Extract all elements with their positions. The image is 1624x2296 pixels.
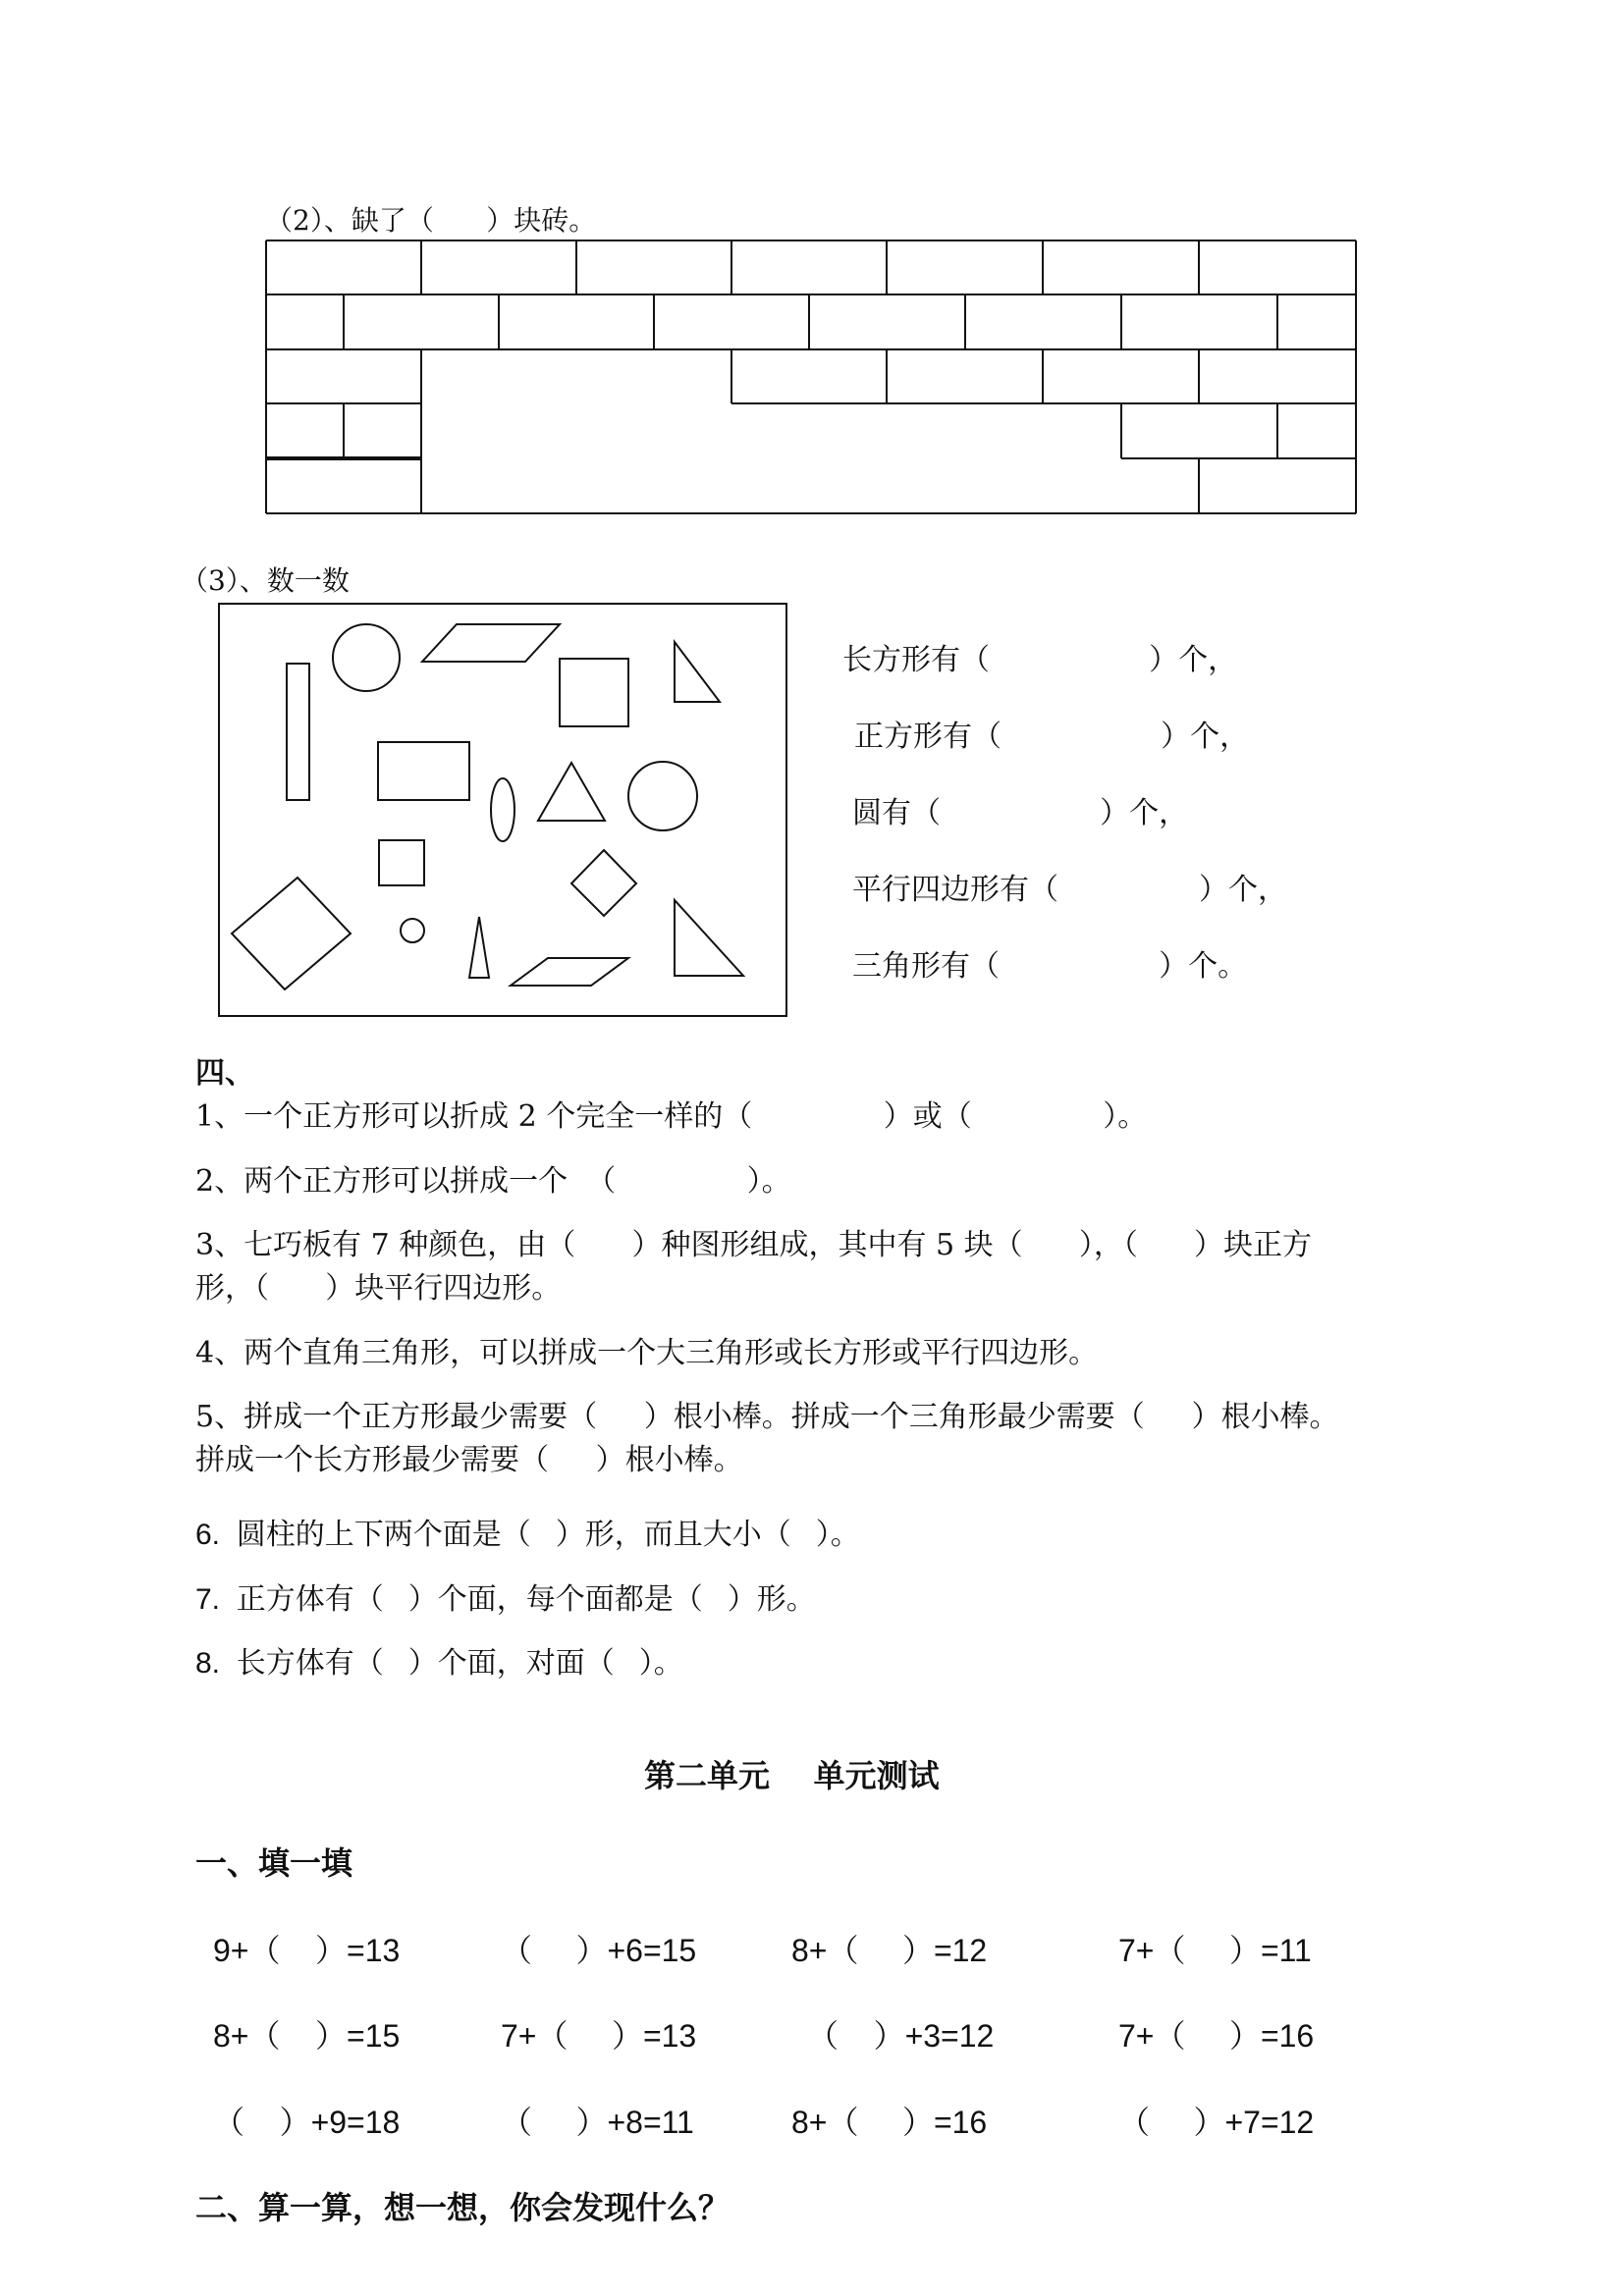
- circle-shape-3: [401, 919, 424, 942]
- unit-2-section-1-heading: 一、填一填: [195, 1844, 353, 1882]
- section-4-item-8: 8. 长方体有（ ）个面，对面（ ）。: [195, 1647, 683, 1680]
- question-3-label: （3）、数一数: [181, 564, 350, 597]
- section-4-item-7: 7. 正方体有（ ）个面，每个面都是（ ）形。: [195, 1583, 816, 1616]
- answer-rectangles: 长方形有（ ）个，: [842, 643, 1238, 677]
- section-4-item-5-cont: 拼成一个长方形最少需要（ ）根小棒。: [195, 1443, 743, 1477]
- fill-in-item: （ ）+6=15: [501, 1933, 697, 1968]
- right-triangle-shape-1: [675, 642, 720, 702]
- rectangle-shape: [378, 742, 469, 800]
- section-4-item-3-cont: 形，（ ）块平行四边形。: [195, 1271, 562, 1306]
- fill-in-item: 8+（ ）=16: [791, 2105, 988, 2140]
- section-4-item-2: 2、两个正方形可以拼成一个 （ ）。: [195, 1164, 791, 1199]
- question-2-label: （2）、缺了（ ）块砖。: [265, 204, 597, 237]
- tall-rectangle-shape: [287, 664, 309, 800]
- fill-in-item: （ ）+7=12: [1118, 2105, 1315, 2140]
- tilted-rectangle-shape: [232, 878, 351, 989]
- answer-parallelograms: 平行四边形有（ ）个，: [852, 873, 1288, 907]
- triangle-shape: [538, 763, 605, 821]
- section-4-item-3: 3、七巧板有 7 种颜色，由（ ）种图形组成，其中有 5 块（ ），（ ）块正方: [195, 1228, 1313, 1262]
- unit-2-title: 第二单元 单元测试: [644, 1757, 940, 1794]
- section-4-item-1: 1、一个正方形可以折成 2 个完全一样的（ ）或（ ）。: [195, 1099, 1148, 1134]
- diamond-square-shape: [571, 850, 636, 916]
- shapes-frame: [219, 604, 786, 1016]
- section-4-item-5: 5、拼成一个正方形最少需要（ ）根小棒。拼成一个三角形最少需要（ ）根小棒。: [195, 1400, 1339, 1434]
- parallelogram-shape-2: [511, 958, 628, 986]
- answer-triangles: 三角形有（ ）个。: [852, 949, 1248, 984]
- fill-in-item: （ ）+8=11: [501, 2105, 694, 2140]
- parallelogram-shape-1: [422, 624, 560, 662]
- fill-in-item: 7+（ ）=13: [501, 2018, 697, 2054]
- fill-in-item: 9+（ ）=13: [213, 1933, 401, 1968]
- ellipse-shape: [491, 778, 514, 841]
- unit-2-section-2-heading: 二、算一算，想一想，你会发现什么？: [195, 2189, 731, 2226]
- circle-shape-1: [333, 624, 400, 691]
- fill-in-item: 7+（ ）=11: [1118, 1933, 1312, 1968]
- circle-shape-2: [628, 762, 697, 830]
- section-4-heading: 四、: [195, 1056, 254, 1091]
- right-triangle-shape-2: [675, 900, 743, 976]
- fill-in-item: 8+（ ）=12: [791, 1933, 988, 1968]
- answer-circles: 圆有（ ）个，: [852, 796, 1189, 830]
- answer-squares: 正方形有（ ）个，: [854, 720, 1250, 754]
- fill-in-item: （ ）+3=12: [807, 2018, 995, 2054]
- section-4-item-6: 6. 圆柱的上下两个面是（ ）形，而且大小（ ）。: [195, 1519, 860, 1551]
- fill-in-item: （ ）+9=18: [213, 2105, 401, 2140]
- square-shape-1: [560, 659, 628, 726]
- thin-triangle-shape: [469, 917, 489, 978]
- square-shape-2: [379, 840, 424, 885]
- fill-in-item: 8+（ ）=15: [213, 2018, 401, 2054]
- section-4-item-4: 4、两个直角三角形，可以拼成一个大三角形或长方形或平行四边形。: [195, 1336, 1099, 1370]
- fill-in-item: 7+（ ）=16: [1118, 2018, 1315, 2054]
